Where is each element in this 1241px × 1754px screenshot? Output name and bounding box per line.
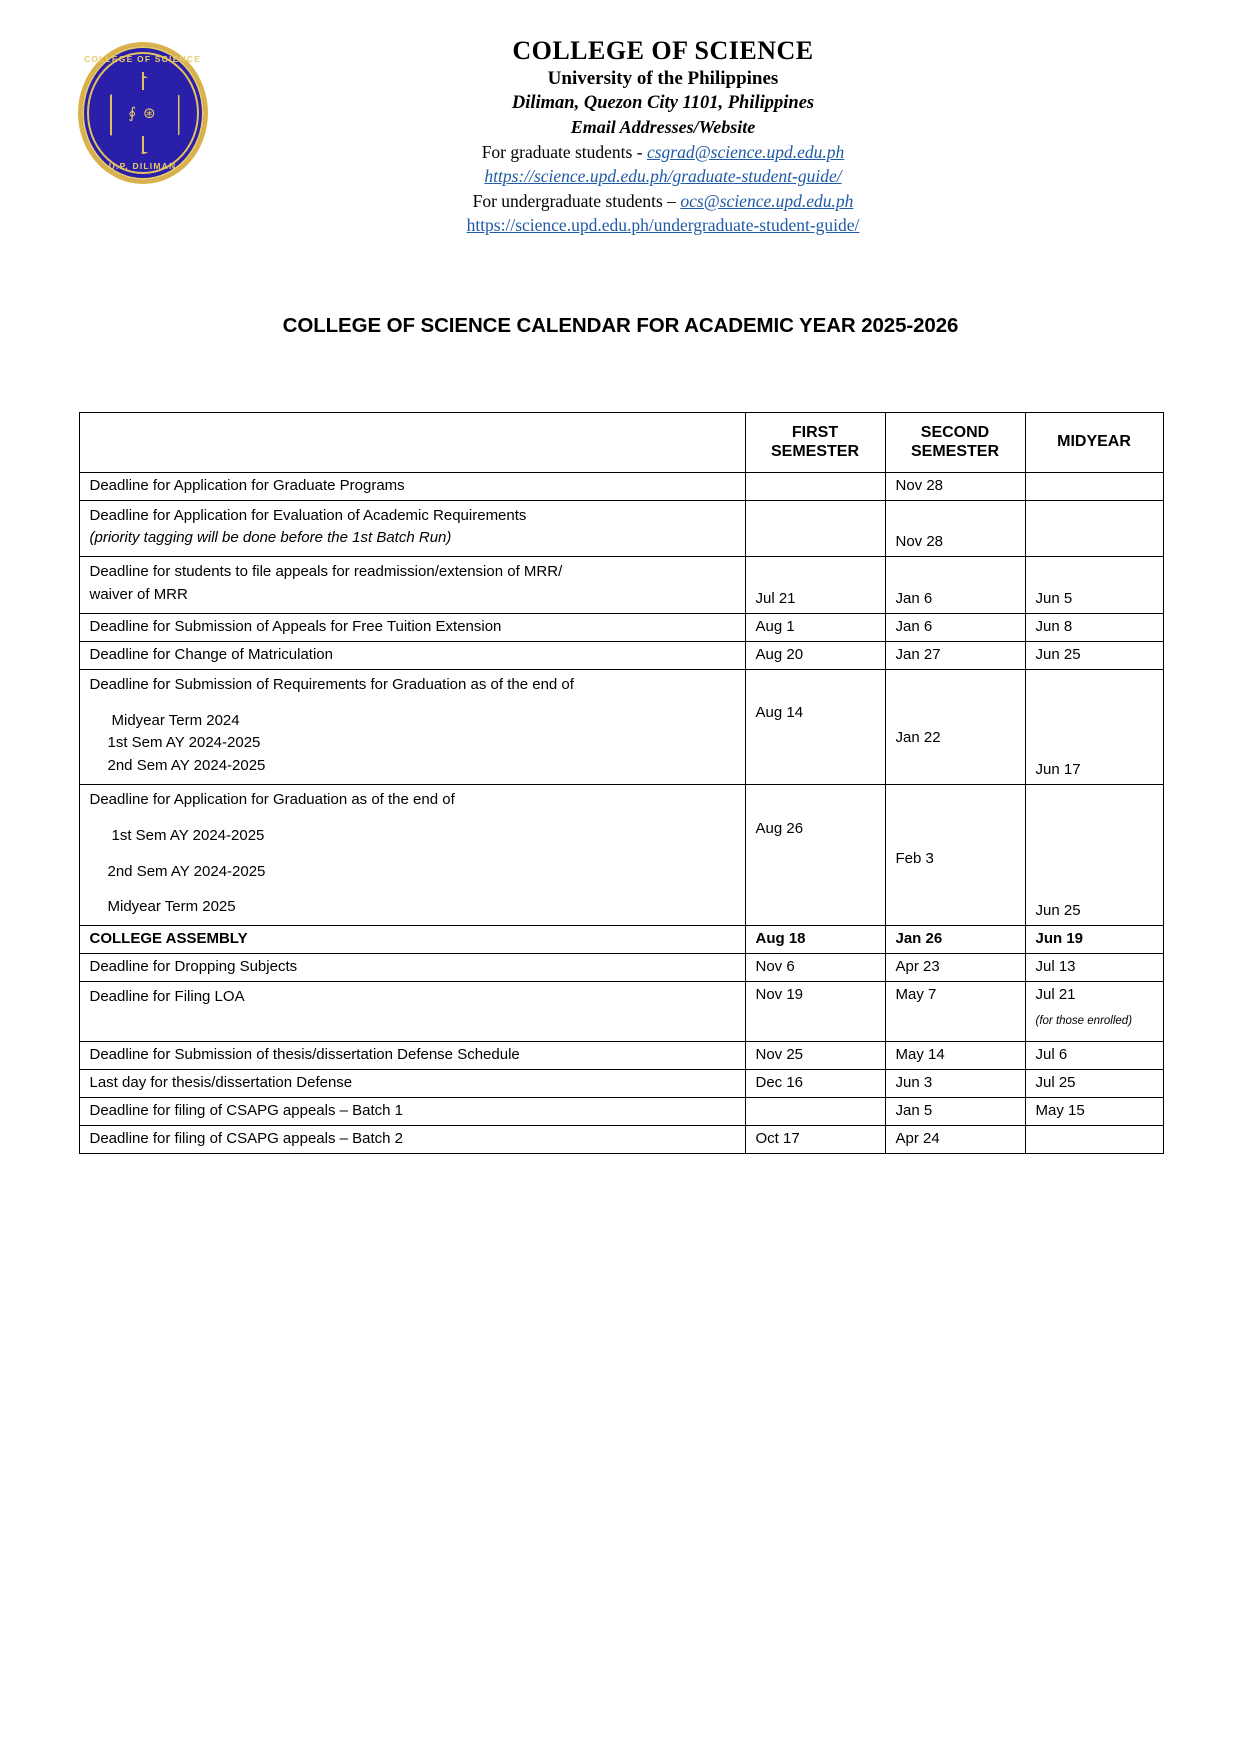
row-label: Deadline for Submission of thesis/dissertation Defense Schedule — [79, 1041, 745, 1069]
row-second-semester-value: Nov 28 — [885, 472, 1025, 500]
calendar-table-container — [79, 412, 1163, 1154]
row-label: Deadline for Application for Graduate Programs — [79, 472, 745, 500]
row-second-semester-value: Apr 23 — [885, 954, 1025, 982]
up-diliman-seal-icon — [78, 42, 208, 184]
row-label-main: Deadline for Filing LOA — [89, 988, 245, 1006]
row-sub-item-2: 1st Sem AY 2024-2025 — [107, 734, 261, 752]
table-row — [79, 641, 1163, 669]
row-second-semester-value-cell — [885, 982, 1025, 1042]
table-row — [79, 500, 1163, 557]
graduate-url-line — [285, 164, 1041, 189]
row-first-semester-value: Aug 18 — [745, 926, 885, 954]
row-label-note: (priority tagging will be done before the 1st Batch Run) — [89, 529, 452, 547]
seal-symbols-icon: ∮ ⊛ — [128, 104, 157, 122]
row-first-semester-value-cell — [745, 982, 885, 1042]
row-first-semester-value: Aug 14 — [755, 703, 804, 721]
row-label-line2: waiver of MRR — [89, 585, 188, 603]
row-midyear-value: Jun 8 — [1025, 613, 1163, 641]
column-header-activity — [79, 412, 745, 472]
row-first-semester-value: Aug 1 — [745, 613, 885, 641]
row-second-semester-value: Jan 27 — [885, 641, 1025, 669]
seal-arc-top-text: COLLEGE OF SCIENCE — [84, 54, 201, 64]
letterhead-text-block — [285, 36, 1241, 238]
table-row — [79, 1125, 1163, 1153]
address-line: Diliman, Quezon City 1101, Philippines — [511, 93, 815, 114]
row-midyear-value — [1025, 472, 1163, 500]
row-second-semester-value-cell — [885, 784, 1025, 925]
row-first-semester-value: Nov 25 — [745, 1041, 885, 1069]
table-row — [79, 1069, 1163, 1097]
table-row — [79, 982, 1163, 1042]
row-second-semester-value: May 14 — [885, 1041, 1025, 1069]
row-label-line1: Deadline for students to file appeals for readmission/extension of MRR/ — [89, 563, 563, 581]
row-label: Deadline for Dropping Subjects — [79, 954, 745, 982]
row-label — [79, 784, 745, 925]
row-second-semester-value: Jan 26 — [885, 926, 1025, 954]
table-row — [79, 954, 1163, 982]
graduate-email-link[interactable]: csgrad@science.upd.edu.ph — [646, 141, 845, 162]
row-second-semester-value: Jan 6 — [885, 557, 1025, 614]
row-midyear-value: Jul 21 — [1035, 986, 1076, 1004]
table-row — [79, 557, 1163, 614]
second-semester-line1: SECOND — [920, 423, 990, 441]
row-sub-item-3: Midyear Term 2025 — [107, 898, 236, 916]
row-label: Last day for thesis/dissertation Defense — [79, 1069, 745, 1097]
row-label: Deadline for Submission of Appeals for Free Tuition Extension — [79, 613, 745, 641]
row-second-semester-value: Jan 22 — [895, 728, 941, 746]
org-name: COLLEGE OF SCIENCE — [512, 36, 814, 65]
row-midyear-value-cell — [1025, 784, 1163, 925]
row-second-semester-value: Jan 6 — [885, 613, 1025, 641]
letterhead — [0, 0, 1241, 238]
table-row — [79, 472, 1163, 500]
table-row — [79, 613, 1163, 641]
row-midyear-value-cell — [1025, 669, 1163, 784]
row-label-main: Deadline for Application for Graduation as of the end of — [89, 790, 455, 808]
row-label — [79, 982, 745, 1042]
first-semester-line2: SEMESTER — [770, 443, 859, 461]
row-first-semester-value — [745, 500, 885, 557]
row-label-main: Deadline for Submission of Requirements for Graduation as of the end of — [89, 675, 574, 693]
row-second-semester-value: Jan 5 — [885, 1097, 1025, 1125]
row-midyear-value: Jun 5 — [1025, 557, 1163, 614]
row-first-semester-value: Jul 21 — [745, 557, 885, 614]
table-header-row — [79, 412, 1163, 472]
row-midyear-value: Jul 13 — [1025, 954, 1163, 982]
row-midyear-value: Jun 17 — [1035, 760, 1081, 778]
row-label: Deadline for filing of CSAPG appeals – Batch 1 — [79, 1097, 745, 1125]
table-row — [79, 1097, 1163, 1125]
seal-vertical-line-top — [142, 72, 144, 90]
table-row — [79, 1041, 1163, 1069]
row-midyear-value: May 15 — [1025, 1097, 1163, 1125]
graduate-prefix-text: For graduate students - — [481, 141, 647, 162]
university-name: University of the Philippines — [547, 67, 779, 89]
row-second-semester-value: Apr 24 — [885, 1125, 1025, 1153]
graduate-contact-line — [285, 140, 1041, 165]
row-first-semester-value: Oct 17 — [745, 1125, 885, 1153]
row-midyear-value: Jul 6 — [1025, 1041, 1163, 1069]
row-label-main: Deadline for Application for Evaluation of Academic Requirements — [89, 506, 527, 524]
row-first-semester-value — [745, 1097, 885, 1125]
row-first-semester-value: Nov 19 — [755, 986, 804, 1004]
table-row-college-assembly — [79, 926, 1163, 954]
undergraduate-contact-line — [285, 189, 1041, 214]
column-header-midyear: MIDYEAR — [1025, 412, 1163, 472]
seal-container — [0, 36, 285, 184]
graduate-guide-url-link[interactable]: https://science.upd.edu.ph/graduate-student-guide/ — [484, 166, 842, 187]
row-label: COLLEGE ASSEMBLY — [79, 926, 745, 954]
row-midyear-value — [1025, 500, 1163, 557]
row-label — [79, 669, 745, 784]
column-header-second-semester — [885, 412, 1025, 472]
row-first-semester-value: Dec 16 — [745, 1069, 885, 1097]
row-first-semester-value: Aug 20 — [745, 641, 885, 669]
row-midyear-value — [1025, 1125, 1163, 1153]
undergraduate-email-link[interactable]: ocs@science.upd.edu.ph — [680, 190, 854, 211]
seal-vertical-line-bottom — [142, 136, 144, 154]
row-sub-item-2: 2nd Sem AY 2024-2025 — [107, 862, 266, 880]
table-row — [79, 669, 1163, 784]
first-semester-line1: FIRST — [791, 423, 839, 441]
row-first-semester-value: Aug 26 — [755, 819, 804, 837]
undergraduate-guide-url-link[interactable]: https://science.upd.edu.ph/undergraduate-student-guide/ — [466, 215, 860, 236]
row-second-semester-value: Nov 28 — [885, 500, 1025, 557]
undergraduate-prefix-text: For undergraduate students – — [472, 190, 681, 211]
row-label — [79, 557, 745, 614]
row-first-semester-value-cell — [745, 784, 885, 925]
row-midyear-value-cell — [1025, 982, 1163, 1042]
row-second-semester-value: Feb 3 — [895, 849, 934, 867]
seal-arc-bottom-text: U.P. DILIMAN — [108, 161, 177, 171]
row-label: Deadline for filing of CSAPG appeals – Batch 2 — [79, 1125, 745, 1153]
contact-label: Email Addresses/Website — [570, 116, 756, 137]
row-sub-item-3: 2nd Sem AY 2024-2025 — [107, 757, 266, 775]
row-label: Deadline for Change of Matriculation — [79, 641, 745, 669]
row-label — [79, 500, 745, 557]
row-midyear-value: Jul 25 — [1025, 1069, 1163, 1097]
row-sub-item-1: Midyear Term 2024 — [111, 711, 240, 729]
row-first-semester-value — [745, 472, 885, 500]
row-midyear-note: (for those enrolled) — [1035, 1015, 1133, 1028]
second-semester-line2: SEMESTER — [910, 443, 999, 461]
page-title: COLLEGE OF SCIENCE CALENDAR FOR ACADEMIC YEAR 2025-2026 — [282, 313, 959, 337]
row-midyear-value: Jun 19 — [1025, 926, 1163, 954]
academic-calendar-table — [79, 412, 1164, 1154]
row-first-semester-value-cell — [745, 669, 885, 784]
table-row — [79, 784, 1163, 925]
column-header-first-semester — [745, 412, 885, 472]
undergraduate-url-line — [285, 213, 1041, 238]
row-midyear-value: Jun 25 — [1025, 641, 1163, 669]
row-second-semester-value: May 7 — [895, 986, 937, 1004]
row-first-semester-value: Nov 6 — [745, 954, 885, 982]
row-sub-item-1: 1st Sem AY 2024-2025 — [111, 826, 265, 844]
row-second-semester-value: Jun 3 — [885, 1069, 1025, 1097]
row-midyear-value: Jun 25 — [1035, 902, 1081, 920]
row-second-semester-value-cell — [885, 669, 1025, 784]
